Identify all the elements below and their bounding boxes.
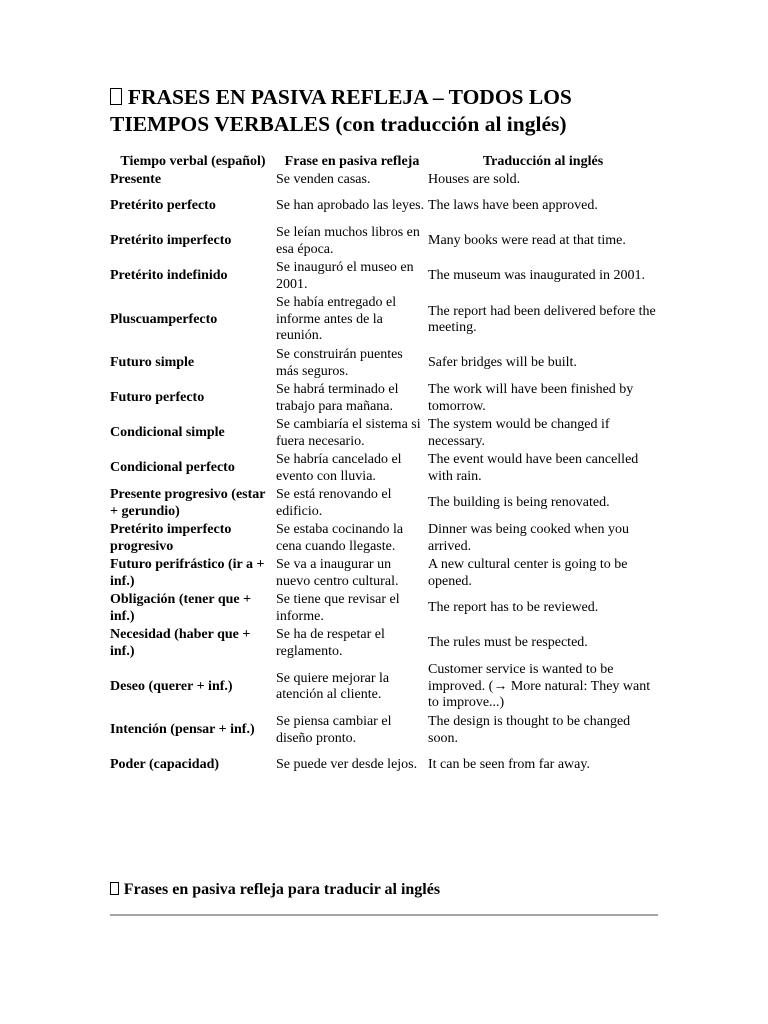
table-row: [110, 259, 658, 294]
translation-cell: It can be seen from far away.: [428, 757, 590, 773]
table-row: [110, 556, 658, 591]
tense-cell: Condicional perfecto: [110, 460, 235, 476]
tense-cell: Poder (capacidad): [110, 757, 220, 773]
translation-cell: A new cultural center is going to be opened.: [428, 557, 628, 589]
translation-cell: The design is thought to be changed soon.: [428, 714, 631, 746]
tense-cell: Presente progresivo (estar + gerundio): [110, 487, 266, 519]
translation-cell: Many books were read at that time.: [428, 233, 626, 249]
translation-cell: The report had been delivered before the meeting.: [428, 303, 656, 335]
tense-cell: Futuro perifrástico (ir a + inf.): [110, 557, 265, 589]
phrase-cell: Se habrá terminado el trabajo para mañana.: [276, 382, 399, 414]
translation-cell: The building is being renovated.: [428, 495, 610, 511]
tense-cell: Necesidad (haber que + inf.): [110, 627, 251, 659]
table-row: [110, 661, 658, 713]
phrase-cell: Se venden casas.: [276, 172, 371, 188]
column-header-phrase: Frase en pasiva refleja: [284, 154, 420, 170]
table-row: [110, 381, 658, 416]
tense-cell: Pretérito perfecto: [110, 198, 216, 214]
page-title: [110, 84, 658, 138]
page-title-text: FRASES EN PASIVA REFLEJA – TODOS LOS TIEMPOS VERBALES (con traducción al inglés): [110, 85, 572, 136]
tense-cell: Pretérito imperfecto progresivo: [110, 522, 232, 554]
translation-cell: The rules must be respected.: [428, 635, 588, 651]
table-row: [110, 294, 658, 346]
phrase-cell: Se tiene que revisar el informe.: [276, 592, 400, 624]
phrase-cell: Se va a inaugurar un nuevo centro cultural.: [276, 557, 399, 589]
tense-cell: Obligación (tener que + inf.): [110, 592, 252, 624]
tense-cell: Pretérito imperfecto: [110, 233, 232, 249]
translation-cell: The laws have been approved.: [428, 198, 598, 214]
column-header-translation: Traducción al inglés: [482, 154, 604, 170]
phrase-cell: Se estaba cocinando la cena cuando llegaste.: [276, 522, 404, 554]
phrase-cell: Se había entregado el informe antes de la reunión.: [276, 295, 397, 344]
tense-cell: Pluscuamperfecto: [110, 311, 218, 327]
tense-cell: Futuro perfecto: [110, 390, 205, 406]
phrase-cell: Se ha de respetar el reglamento.: [276, 627, 385, 659]
horizontal-rule: [110, 914, 658, 916]
table-row: [110, 416, 658, 451]
table-row: [110, 172, 658, 189]
translation-cell: Dinner was being cooked when you arrived.: [428, 522, 630, 554]
phrase-cell: Se han aprobado las leyes.: [276, 198, 425, 214]
translation-cell: Houses are sold.: [428, 172, 521, 188]
table-row: [110, 748, 658, 783]
verb-tense-table: [110, 153, 658, 783]
phrase-cell: Se está renovando el edificio.: [276, 487, 392, 519]
section-heading-text: Frases en pasiva refleja para traducir al inglés: [123, 881, 441, 898]
tense-cell: Condicional simple: [110, 425, 225, 441]
table-header-row: [110, 153, 658, 172]
phrase-cell: Se construirán puentes más seguros.: [276, 347, 403, 379]
tense-cell: Presente: [110, 172, 162, 188]
phrase-cell: Se cambiaría el sistema si fuera necesario.: [276, 417, 421, 449]
section-heading: [110, 880, 440, 900]
table-row: [110, 521, 658, 556]
phrase-cell: Se quiere mejorar la atención al cliente.: [276, 670, 390, 702]
phrase-cell: Se piensa cambiar el diseño pronto.: [276, 714, 392, 746]
table-row: [110, 451, 658, 486]
translation-cell: The work will have been finished by tomorrow.: [428, 382, 634, 414]
table-row: [110, 486, 658, 521]
missing-glyph-box-icon: [110, 882, 119, 895]
tense-cell: Deseo (querer + inf.): [110, 678, 233, 694]
missing-glyph-box-icon: [110, 88, 122, 105]
translation-cell: The system would be changed if necessary.: [428, 417, 610, 449]
translation-cell: Safer bridges will be built.: [428, 355, 577, 371]
tense-cell: Futuro simple: [110, 355, 195, 371]
translation-cell: Customer service is wanted to be improved. (→ More natural: They want to improve...): [428, 662, 651, 711]
phrase-cell: Se leían muchos libros en esa época.: [276, 225, 420, 257]
translation-cell: The event would have been cancelled with rain.: [428, 452, 639, 484]
table-row: [110, 189, 658, 224]
table-row: [110, 626, 658, 661]
table-row: [110, 591, 658, 626]
tense-cell: Intención (pensar + inf.): [110, 722, 255, 738]
translation-cell: The museum was inaugurated in 2001.: [428, 268, 645, 284]
tense-cell: Pretérito indefinido: [110, 268, 228, 284]
phrase-cell: Se puede ver desde lejos.: [276, 757, 418, 773]
phrase-cell: Se inauguró el museo en 2001.: [276, 260, 414, 292]
table-row: [110, 346, 658, 381]
translation-cell: The report has to be reviewed.: [428, 600, 599, 616]
table-body: [110, 172, 658, 783]
table-row: [110, 224, 658, 259]
column-header-tense: Tiempo verbal (español): [120, 154, 266, 170]
phrase-cell: Se habría cancelado el evento con lluvia.: [276, 452, 402, 484]
table-row: [110, 713, 658, 748]
